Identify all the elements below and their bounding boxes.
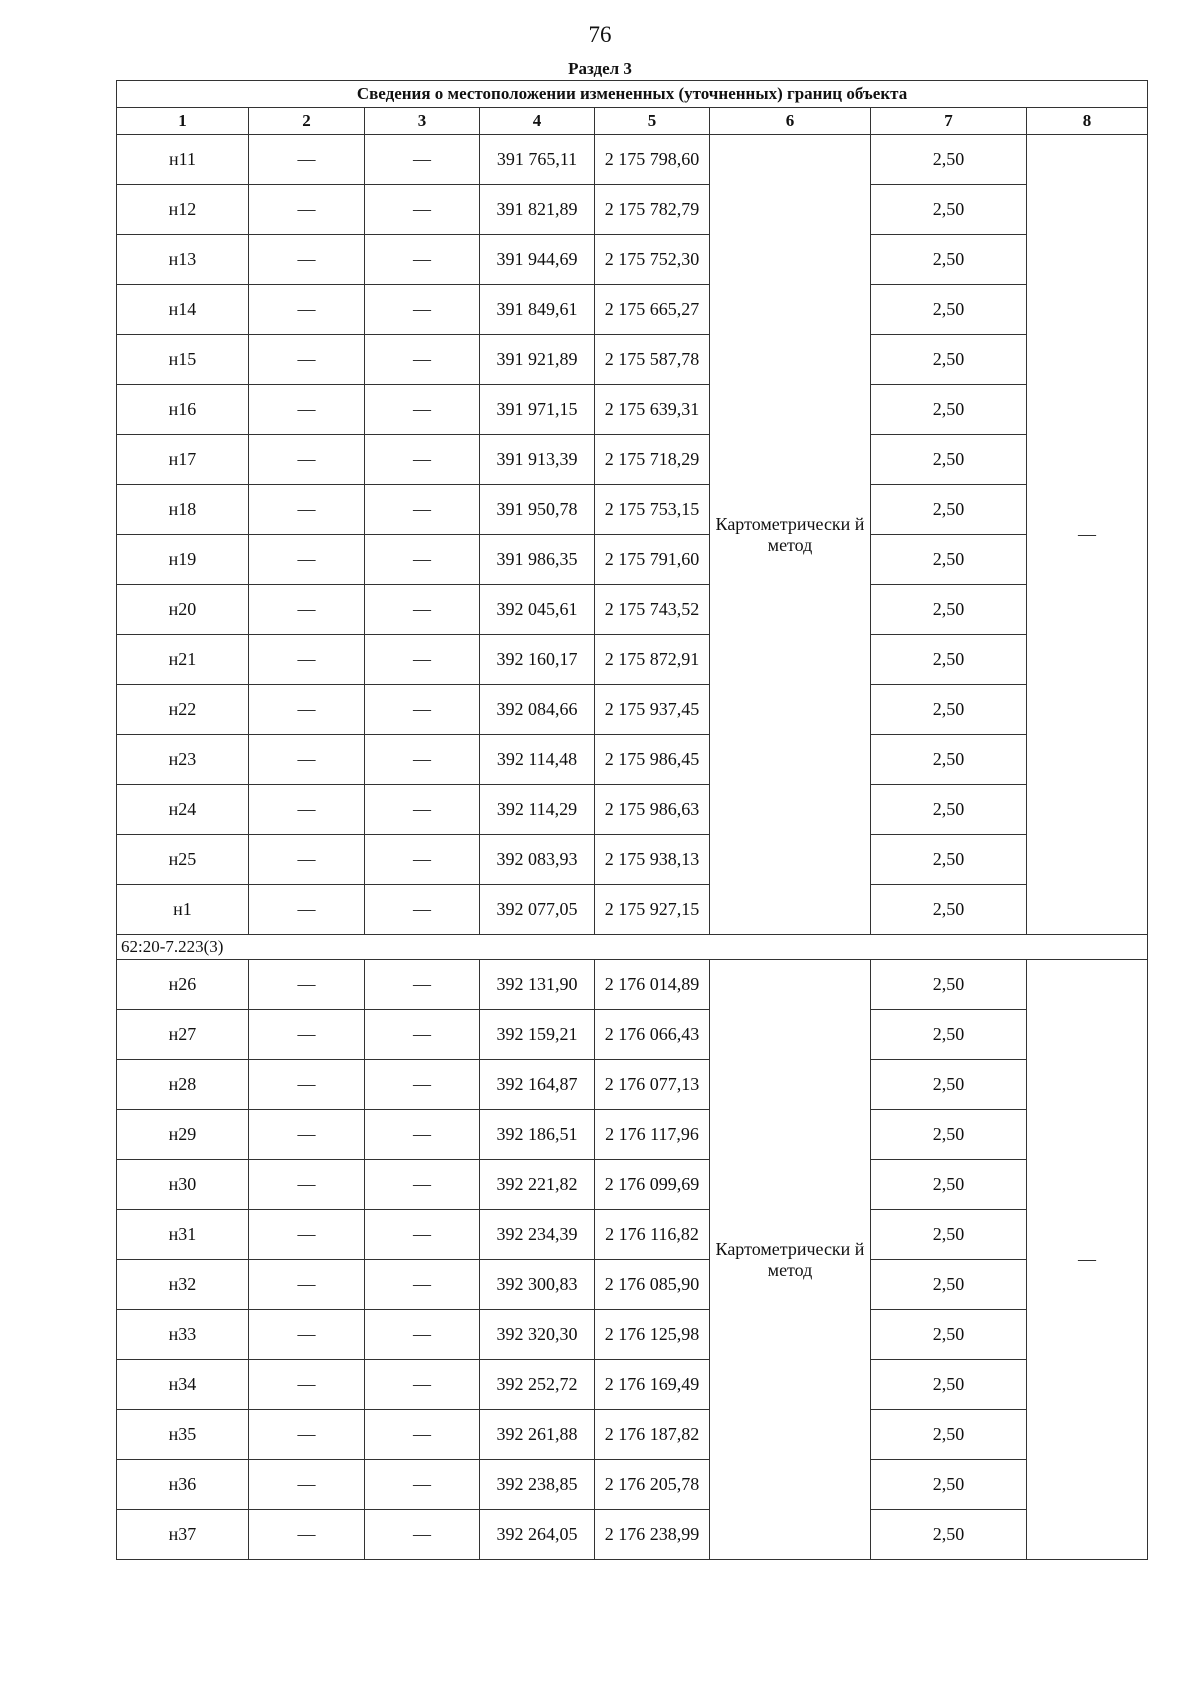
point-name-cell: н20 [117,585,249,635]
y-coordinate-cell: 2 175 986,45 [595,735,710,785]
x-coordinate-cell: 392 300,83 [480,1260,595,1310]
accuracy-cell: 2,50 [871,1310,1027,1360]
point-name-cell: н25 [117,835,249,885]
boundary-coordinates-table [116,80,1148,1560]
accuracy-cell: 2,50 [871,1210,1027,1260]
accuracy-cell: 2,50 [871,185,1027,235]
table-row [117,1460,1148,1510]
col2-cell: — [249,385,365,435]
point-name-cell: н28 [117,1060,249,1110]
accuracy-cell: 2,50 [871,1510,1027,1560]
col2-cell: — [249,960,365,1010]
col2-cell: — [249,635,365,685]
point-name-cell: н22 [117,685,249,735]
col3-cell: — [365,885,480,935]
col2-cell: — [249,185,365,235]
point-name-cell: н19 [117,535,249,585]
point-name-cell: н23 [117,735,249,785]
col3-cell: — [365,285,480,335]
col2-cell: — [249,285,365,335]
col3-cell: — [365,535,480,585]
col3-cell: — [365,1360,480,1410]
point-name-cell: н32 [117,1260,249,1310]
table-row [117,435,1148,485]
accuracy-cell: 2,50 [871,960,1027,1010]
section-title: Раздел 3 [568,59,632,78]
accuracy-cell: 2,50 [871,285,1027,335]
col2-cell: — [249,235,365,285]
point-name-cell: н12 [117,185,249,235]
table-row [117,1110,1148,1160]
col3-cell: — [365,335,480,385]
column-number: 2 [249,108,365,135]
x-coordinate-cell: 392 221,82 [480,1160,595,1210]
accuracy-cell: 2,50 [871,1360,1027,1410]
x-coordinate-cell: 392 164,87 [480,1060,595,1110]
column-number: 8 [1027,108,1148,135]
x-coordinate-cell: 392 238,85 [480,1460,595,1510]
point-name-cell: н13 [117,235,249,285]
accuracy-cell: 2,50 [871,385,1027,435]
table-row [117,185,1148,235]
y-coordinate-cell: 2 176 205,78 [595,1460,710,1510]
table-row [117,885,1148,935]
accuracy-cell: 2,50 [871,535,1027,585]
y-coordinate-cell: 2 176 077,13 [595,1060,710,1110]
col3-cell: — [365,835,480,885]
x-coordinate-cell: 392 261,88 [480,1410,595,1460]
accuracy-cell: 2,50 [871,835,1027,885]
col2-cell: — [249,135,365,185]
table-row [117,1060,1148,1110]
table-row [117,385,1148,435]
y-coordinate-cell: 2 176 117,96 [595,1110,710,1160]
col3-cell: — [365,1210,480,1260]
x-coordinate-cell: 392 264,05 [480,1510,595,1560]
accuracy-cell: 2,50 [871,1010,1027,1060]
point-name-cell: н35 [117,1410,249,1460]
table-row [117,1510,1148,1560]
point-name-cell: н30 [117,1160,249,1210]
col3-cell: — [365,785,480,835]
x-coordinate-cell: 391 821,89 [480,185,595,235]
col2-cell: — [249,785,365,835]
group-label: 62:20-7.223(3) [117,935,1148,960]
col2-cell: — [249,485,365,535]
col2-cell: — [249,435,365,485]
table-row [117,1210,1148,1260]
table-row [117,1360,1148,1410]
table-row [117,735,1148,785]
x-coordinate-cell: 391 944,69 [480,235,595,285]
col2-cell: — [249,335,365,385]
col3-cell: — [365,1310,480,1360]
col2-cell: — [249,1160,365,1210]
x-coordinate-cell: 392 084,66 [480,685,595,735]
col2-cell: — [249,535,365,585]
point-name-cell: н18 [117,485,249,535]
y-coordinate-cell: 2 175 743,52 [595,585,710,635]
point-name-cell: н29 [117,1110,249,1160]
col3-cell: — [365,635,480,685]
accuracy-cell: 2,50 [871,235,1027,285]
col2-cell: — [249,685,365,735]
x-coordinate-cell: 392 077,05 [480,885,595,935]
point-name-cell: н11 [117,135,249,185]
point-name-cell: н17 [117,435,249,485]
y-coordinate-cell: 2 176 085,90 [595,1260,710,1310]
y-coordinate-cell: 2 176 169,49 [595,1360,710,1410]
column-number: 1 [117,108,249,135]
point-name-cell: н27 [117,1010,249,1060]
table-row [117,235,1148,285]
col3-cell: — [365,685,480,735]
y-coordinate-cell: 2 175 791,60 [595,535,710,585]
col3-cell: — [365,385,480,435]
table-row [117,135,1148,185]
table-row [117,585,1148,635]
x-coordinate-cell: 392 045,61 [480,585,595,635]
col8-cell: — [1027,135,1148,935]
col2-cell: — [249,1010,365,1060]
accuracy-cell: 2,50 [871,1160,1027,1210]
col3-cell: — [365,1460,480,1510]
method-cell: Картометрически й метод [710,960,871,1560]
col3-cell: — [365,1260,480,1310]
col2-cell: — [249,1360,365,1410]
column-number: 4 [480,108,595,135]
table-row [117,960,1148,1010]
table-title: Сведения о местоположении измененных (уточненных) границ объекта [117,81,1148,108]
table-body [117,135,1148,1560]
y-coordinate-cell: 2 175 938,13 [595,835,710,885]
col3-cell: — [365,185,480,235]
table-row [117,835,1148,885]
col2-cell: — [249,1060,365,1110]
col2-cell: — [249,735,365,785]
table-row [117,1310,1148,1360]
col2-cell: — [249,1310,365,1360]
point-name-cell: н21 [117,635,249,685]
x-coordinate-cell: 392 159,21 [480,1010,595,1060]
col2-cell: — [249,1110,365,1160]
point-name-cell: н33 [117,1310,249,1360]
accuracy-cell: 2,50 [871,685,1027,735]
col3-cell: — [365,1510,480,1560]
x-coordinate-cell: 392 320,30 [480,1310,595,1360]
y-coordinate-cell: 2 175 937,45 [595,685,710,735]
column-number: 3 [365,108,480,135]
accuracy-cell: 2,50 [871,735,1027,785]
col2-cell: — [249,1460,365,1510]
x-coordinate-cell: 392 234,39 [480,1210,595,1260]
x-coordinate-cell: 391 765,11 [480,135,595,185]
table-row [117,635,1148,685]
point-name-cell: н34 [117,1360,249,1410]
point-name-cell: н24 [117,785,249,835]
y-coordinate-cell: 2 176 125,98 [595,1310,710,1360]
x-coordinate-cell: 391 971,15 [480,385,595,435]
col3-cell: — [365,235,480,285]
method-cell: Картометрически й метод [710,135,871,935]
y-coordinate-cell: 2 176 116,82 [595,1210,710,1260]
col2-cell: — [249,1510,365,1560]
table-row [117,1410,1148,1460]
accuracy-cell: 2,50 [871,1060,1027,1110]
column-number: 5 [595,108,710,135]
accuracy-cell: 2,50 [871,1460,1027,1510]
accuracy-cell: 2,50 [871,635,1027,685]
col3-cell: — [365,735,480,785]
point-name-cell: н14 [117,285,249,335]
x-coordinate-cell: 391 913,39 [480,435,595,485]
col2-cell: — [249,1410,365,1460]
accuracy-cell: 2,50 [871,1260,1027,1310]
y-coordinate-cell: 2 175 872,91 [595,635,710,685]
y-coordinate-cell: 2 176 099,69 [595,1160,710,1210]
col3-cell: — [365,585,480,635]
accuracy-cell: 2,50 [871,1410,1027,1460]
y-coordinate-cell: 2 175 718,29 [595,435,710,485]
table-row [117,1260,1148,1310]
accuracy-cell: 2,50 [871,585,1027,635]
accuracy-cell: 2,50 [871,335,1027,385]
x-coordinate-cell: 392 252,72 [480,1360,595,1410]
col2-cell: — [249,885,365,935]
column-number-row [117,108,1148,135]
col2-cell: — [249,585,365,635]
group-label-row [117,935,1148,960]
point-name-cell: н37 [117,1510,249,1560]
accuracy-cell: 2,50 [871,135,1027,185]
accuracy-cell: 2,50 [871,435,1027,485]
x-coordinate-cell: 391 950,78 [480,485,595,535]
y-coordinate-cell: 2 175 639,31 [595,385,710,435]
col8-cell: — [1027,960,1148,1560]
point-name-cell: н15 [117,335,249,385]
col3-cell: — [365,435,480,485]
y-coordinate-cell: 2 175 587,78 [595,335,710,385]
col3-cell: — [365,1160,480,1210]
x-coordinate-cell: 392 114,29 [480,785,595,835]
table-row [117,1160,1148,1210]
accuracy-cell: 2,50 [871,785,1027,835]
x-coordinate-cell: 392 114,48 [480,735,595,785]
col3-cell: — [365,1410,480,1460]
column-number: 6 [710,108,871,135]
y-coordinate-cell: 2 176 014,89 [595,960,710,1010]
table-row [117,285,1148,335]
y-coordinate-cell: 2 175 986,63 [595,785,710,835]
page-number: 76 [588,22,612,47]
point-name-cell: н1 [117,885,249,935]
y-coordinate-cell: 2 176 238,99 [595,1510,710,1560]
y-coordinate-cell: 2 175 798,60 [595,135,710,185]
y-coordinate-cell: 2 175 927,15 [595,885,710,935]
table-row [117,535,1148,585]
point-name-cell: н16 [117,385,249,435]
col2-cell: — [249,1210,365,1260]
point-name-cell: н31 [117,1210,249,1260]
col3-cell: — [365,135,480,185]
point-name-cell: н26 [117,960,249,1010]
col3-cell: — [365,1060,480,1110]
y-coordinate-cell: 2 176 066,43 [595,1010,710,1060]
col3-cell: — [365,960,480,1010]
accuracy-cell: 2,50 [871,885,1027,935]
x-coordinate-cell: 392 131,90 [480,960,595,1010]
column-number: 7 [871,108,1027,135]
col2-cell: — [249,835,365,885]
accuracy-cell: 2,50 [871,485,1027,535]
table-row [117,1010,1148,1060]
table-row [117,335,1148,385]
x-coordinate-cell: 392 186,51 [480,1110,595,1160]
y-coordinate-cell: 2 175 782,79 [595,185,710,235]
table-row [117,685,1148,735]
x-coordinate-cell: 391 921,89 [480,335,595,385]
col3-cell: — [365,1110,480,1160]
accuracy-cell: 2,50 [871,1110,1027,1160]
table-row [117,485,1148,535]
col3-cell: — [365,485,480,535]
y-coordinate-cell: 2 175 753,15 [595,485,710,535]
col3-cell: — [365,1010,480,1060]
x-coordinate-cell: 392 160,17 [480,635,595,685]
y-coordinate-cell: 2 176 187,82 [595,1410,710,1460]
col2-cell: — [249,1260,365,1310]
x-coordinate-cell: 391 849,61 [480,285,595,335]
table-row [117,785,1148,835]
y-coordinate-cell: 2 175 665,27 [595,285,710,335]
y-coordinate-cell: 2 175 752,30 [595,235,710,285]
x-coordinate-cell: 391 986,35 [480,535,595,585]
point-name-cell: н36 [117,1460,249,1510]
x-coordinate-cell: 392 083,93 [480,835,595,885]
